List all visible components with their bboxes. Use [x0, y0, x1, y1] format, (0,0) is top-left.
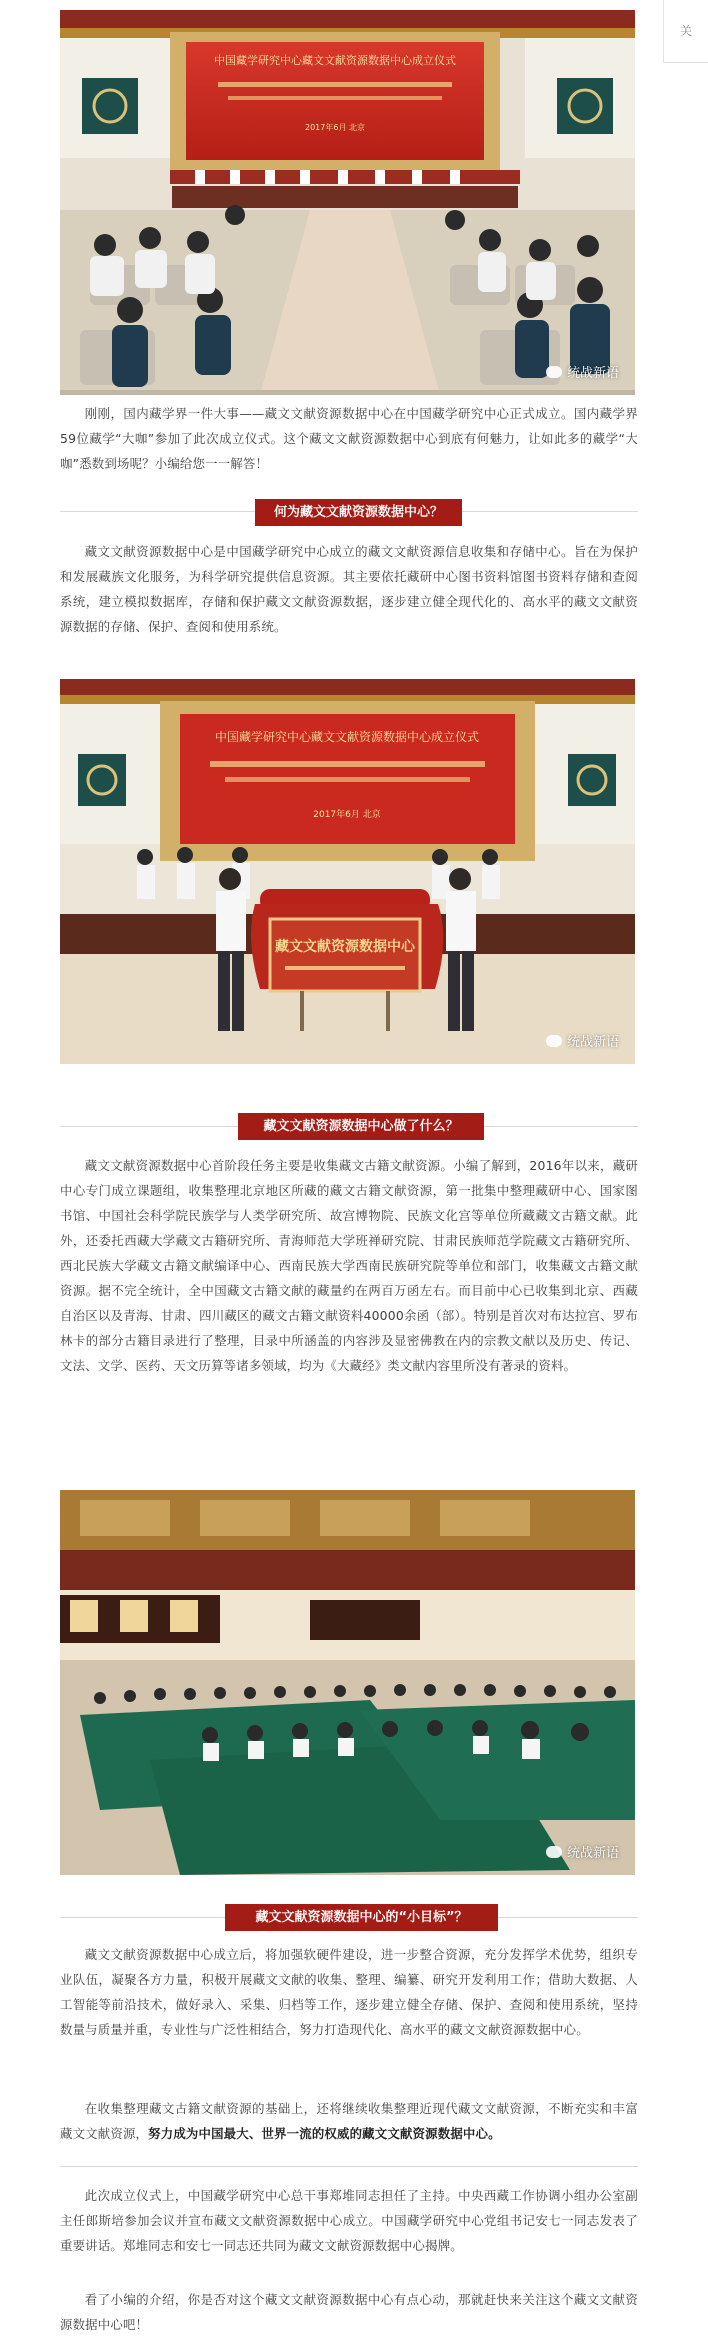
section-3-paragraph: 藏文文献资源数据中心成立后，将加强软硬件建设，进一步整合资源，充分发挥学术优势，组织专业队伍，凝聚各方力量，积极开展藏文文献的收集、整理、编纂、研究开发利用工作；借助大数据、人工智能等前沿技术，做好录入、采集、归档等工作，逐步建立健全存储、保护、查阅和使用系统，坚持数量与质量并重，专业性与广泛性相结合，努力打造现代化、高水平的藏文文献资源数据中心。	[60, 1947, 638, 2037]
unveiling-illustration	[60, 679, 635, 1064]
watermark: 统战新语	[546, 1842, 619, 1861]
ceremony-photo-hall	[60, 10, 635, 395]
banner-date: 2017年6月 北京	[305, 123, 365, 132]
banner-title: 中国藏学研究中心藏文文献资源数据中心成立仪式	[214, 54, 456, 67]
wechat-icon	[546, 1035, 562, 1047]
section-1-paragraph: 藏文文献资源数据中心是中国藏学研究中心成立的藏文文献资源信息收集和存储中心。旨在为保护和发展藏族文化服务，为科学研究提供信息资源。其主要依托藏研中心图书资料馆图书资料存储和查阅系统，建立模拟数据库，存储和保护藏文文献资源数据，逐步建立健全现代化的、高水平的藏文文献资源数据的存储、保护、查阅和使用系统。	[60, 544, 638, 634]
section-heading-1: 何为藏文文献资源数据中心？	[255, 499, 462, 526]
wechat-icon	[546, 366, 562, 378]
intro-paragraph: 刚刚，国内藏学界一件大事——藏文文献资源数据中心在中国藏学研究中心正式成立。国内藏学界59位藏学“大咖”参加了此次成立仪式。这个藏文文献资源数据中心到底有何魅力，让如此多的藏学“大咖”悉数到场呢？小编给您一一解答！	[60, 406, 638, 471]
tab-label: 关	[679, 24, 692, 38]
banner-date: 2017年6月 北京	[313, 810, 381, 820]
plaque-text: 藏文文献资源数据中心	[275, 939, 415, 955]
section-3-paragraph-2: 在收集整理藏文古籍文献资源的基础上，还将继续收集整理近现代藏文文献资源，不断充实和丰富藏文文献资源，努力成为中国最大、世界一流的权威的藏文文献资源数据中心。	[60, 2101, 638, 2141]
top-right-tab[interactable]	[663, 0, 708, 63]
highlight-goal: 努力成为中国最大、世界一流的权威的藏文文献资源数据中心。	[148, 2126, 501, 2141]
wechat-icon	[546, 1846, 562, 1858]
meeting-hall-photo	[60, 1490, 635, 1875]
watermark: 统战新语	[546, 1031, 619, 1050]
final-paragraph: 看了小编的介绍，你是否对这个藏文文献资源数据中心有点心动，那就赶快来关注这个藏文文献资源数据中心吧！	[60, 2292, 638, 2332]
watermark: 统战新语	[546, 362, 619, 381]
banner-title: 中国藏学研究中心藏文文献资源数据中心成立仪式	[214, 730, 480, 744]
unveiling-photo	[60, 679, 635, 1064]
section-heading-3: 藏文文献资源数据中心的“小目标”？	[225, 1904, 498, 1931]
ceremony-hall-illustration	[60, 10, 635, 395]
section-2-paragraph: 藏文文献资源数据中心首阶段任务主要是收集藏文古籍文献资源。小编了解到，2016年以来，藏研中心专门成立课题组，收集整理北京地区所藏的藏文古籍文献资源，第一批集中整理藏研中心、国家图书馆、中国社会科学院民族学与人类学研究所、故宫博物院、民族文化宫等单位所藏藏文古籍文献。此外，还委托西藏大学藏文古籍研究所、青海师范大学班禅研究院、甘肃民族师范学院藏文古籍研究所、西北民族大学藏文古籍文献编译中心、西南民族大学西南民族研究院等单位和部门，收集藏文古籍文献资源。据不完全统计，全中国藏文古籍文献的藏量约在两百万函左右。而目前中心已收集到北京、西藏自治区以及青海、甘肃、四川藏区的藏文古籍文献资料40000余函（部）。特别是首次对布达拉宫、罗布林卡的部分古籍目录进行了整理，目录中所涵盖的内容涉及显密佛教在内的宗教文献以及历史、传记、文法、文学、医药、天文历算等诸多领域，均为《大藏经》类文献内容里所没有著录的资料。	[60, 1158, 638, 1373]
divider	[60, 2166, 638, 2167]
meeting-hall-illustration	[60, 1490, 635, 1875]
section-heading-2: 藏文文献资源数据中心做了什么？	[238, 1113, 484, 1140]
closing-paragraph: 此次成立仪式上，中国藏学研究中心总干事郑堆同志担任了主持。中央西藏工作协调小组办公室副主任郎斯培参加会议并宣布藏文文献资源数据中心成立。中国藏学研究中心党组书记安七一同志发表了重要讲话。郑堆同志和安七一同志还共同为藏文文献资源数据中心揭牌。	[60, 2188, 638, 2253]
